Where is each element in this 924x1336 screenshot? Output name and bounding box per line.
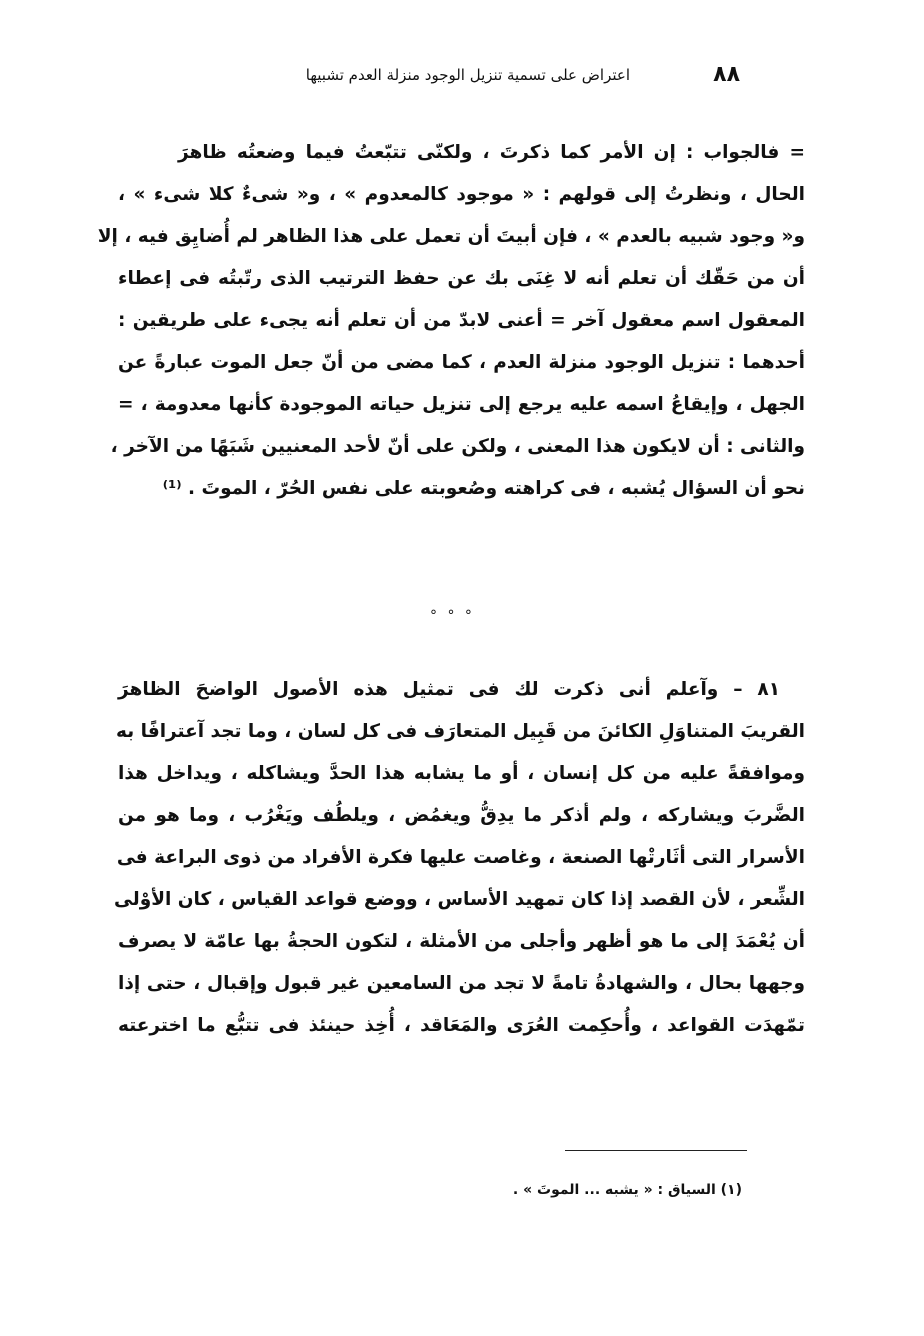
text-line: الحال ، ونظرتُ إلى قولهم : « موجود كالمعدوم » ، و« شىءٌ كلا شىء » ، (118, 184, 805, 205)
page-number: ٨٨ (713, 62, 740, 87)
text-line: أن يُعْمَدَ إلى ما هو أظهر وأجلى من الأمثلة ، لتكون الحجةُ بها عامّة لا يصرف (118, 931, 805, 952)
text-line: = فالجواب : إن الأمر كما ذكرتَ ، ولكنّى تتبّعتُ فيما وضعتُه ظاهرَ (178, 142, 805, 163)
text-line: القريبَ المتناوَلِ الكائنَ من قَبِيل المتعارَف فى كل لسان ، وما تجد آعترافًا به (116, 721, 805, 742)
page-header (200, 62, 740, 92)
text-line: الضَّربَ ويشاركه ، ولم أذكر ما يدِقُّ ويغمُض ، ويلطُف ويَغْرُب ، وما هو من (118, 805, 805, 826)
text-line: والثانى : أن لايكون هذا المعنى ، ولكن على أنّ لأحد المعنيين شَبَهًا من الآخر ، (110, 436, 805, 457)
text-line: الشِّعر ، لأن القصد إذا كان تمهيد الأساس ، ووضع قواعد القياس ، كان الأوْلى (114, 889, 805, 910)
running-title: اعتراض على تسمية تنزيل الوجود منزلة العدم تشبيها (305, 66, 630, 84)
text-line: أحدهما : تنزيل الوجود منزلة العدم ، كما مضى من أنّ جعل الموت عبارةً عن (118, 352, 805, 373)
text-line: ٨١ – وآعلم أنى ذكرت لك فى تمثيل هذه الأصول الواضحَ الظاهرَ (118, 679, 780, 700)
text-line: و« وجود شبيه بالعدم » ، فإن أبيتَ أن تعمل على هذا الظاهر لم أُضايِق فيه ، إلا (97, 226, 805, 247)
text-line: تمّهدَت القواعد ، وأُحكِمت العُرَى والمَعَاقد ، أُخِذ حينئذ فى تتبُّع ما اخترعته (118, 1015, 805, 1036)
text-line: وموافقةً عليه من كل إنسان ، أو ما يشابه هذا الحدَّ ويشاكله ، ويداخل هذا (118, 763, 805, 784)
text-line: المعقول اسم معقول آخر = أعنى لابدّ من أن تعلم أنه يجىء على طريقين : (118, 310, 805, 331)
footnote-rule (565, 1150, 747, 1151)
text-line: الجهل ، وإيقاعُ اسمه عليه يرجع إلى تنزيل حياته الموجودة كأنها معدومة ، = (118, 394, 805, 415)
text-line: الأسرار التى أثَارتْها الصنعة ، وغاصت عليها فكرة الأفراد من ذوى البراعة فى (116, 847, 805, 868)
text-line: نحو أن السؤال يُشبه ، فى كراهته وصُعوبته على نفس الحُرّ ، الموتَ . ⁽¹⁾ (162, 478, 805, 499)
section-separator: ° ° ° (430, 608, 475, 624)
text-line: وجهها بحال ، والشهادةُ تامةً لا تجد من السامعين غير قبول وإقبال ، حتى إذا (118, 973, 805, 994)
text-line: أن من حَقّك أن تعلم أنه لا غِنَى بك عن حفظ الترتيب الذى رتّبتُه فى إعطاء (118, 268, 805, 289)
footnote: (١) السياق : « يشبه ... الموتَ » . (512, 1182, 742, 1198)
